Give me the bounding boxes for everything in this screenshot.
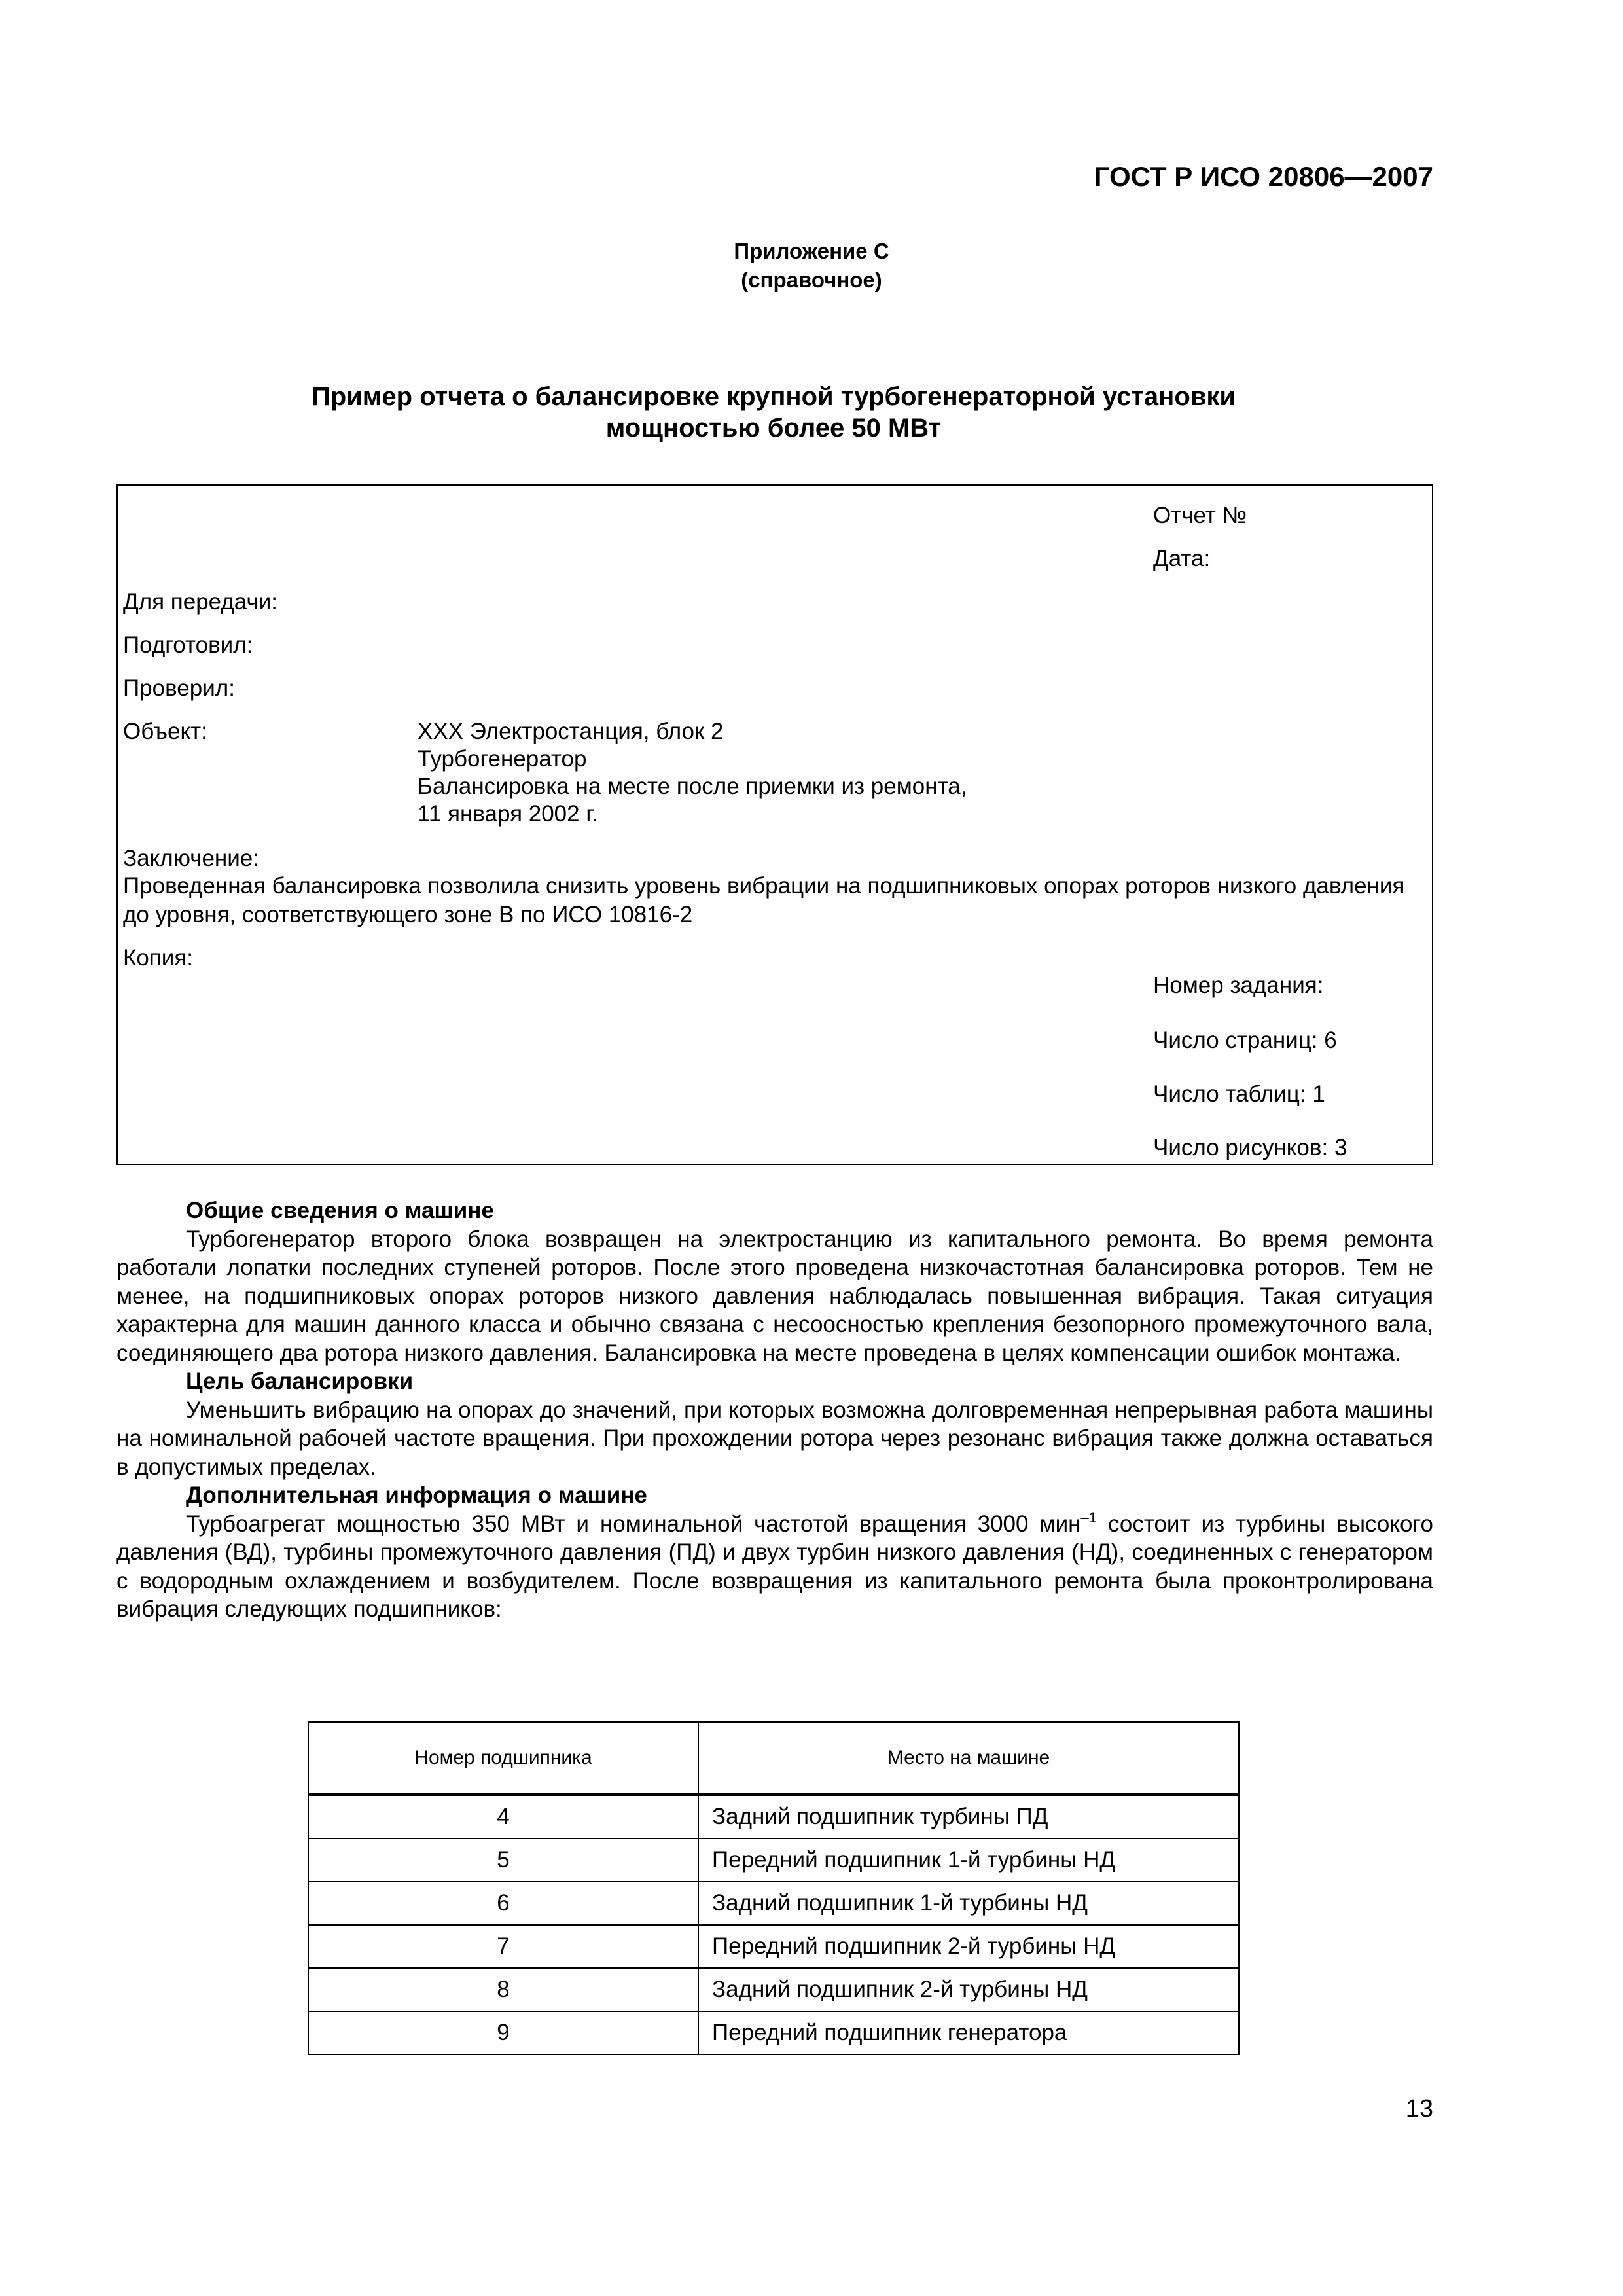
section-heading: Цель балансировки bbox=[186, 1369, 414, 1394]
table-row bbox=[308, 1925, 1239, 1968]
bearing-location-cell: Передний подшипник 1-й турбины НД bbox=[698, 1839, 1239, 1882]
section-paragraph bbox=[116, 1510, 1433, 1624]
table-header-row bbox=[308, 1722, 1239, 1795]
bearing-number-cell: 7 bbox=[308, 1925, 698, 1968]
conclusion-label: Заключение: bbox=[123, 846, 259, 871]
bearing-number-cell: 5 bbox=[308, 1839, 698, 1882]
table-row bbox=[308, 1882, 1239, 1925]
table-row bbox=[308, 2011, 1239, 2054]
page-count: Число страниц: 6 bbox=[1153, 1028, 1337, 1053]
column-header-location: Место на машине bbox=[698, 1722, 1239, 1795]
machine-info-section bbox=[116, 1196, 1433, 1624]
report-date-label: Дата: bbox=[1153, 546, 1211, 571]
object-label: Объект: bbox=[123, 719, 207, 744]
page-number: 13 bbox=[1405, 2095, 1433, 2123]
object-line: ХХХ Электростанция, блок 2 bbox=[418, 719, 724, 744]
bearing-number-cell: 9 bbox=[308, 2011, 698, 2054]
bearing-table bbox=[308, 1721, 1240, 2055]
report-number-label: Отчет № bbox=[1153, 503, 1247, 528]
task-number-label: Номер задания: bbox=[1153, 973, 1324, 998]
recipient-label: Для передачи: bbox=[123, 589, 278, 615]
bearing-location-cell: Задний подшипник турбины ПД bbox=[698, 1795, 1239, 1839]
superscript-exponent: –1 bbox=[1080, 1509, 1097, 1526]
section-paragraph: Уменьшить вибрацию на опорах до значений, при которых возможна долговременная непрерывная работа машины на номинальной рабочей частоте вращения. При прохождении ротора через резонанс вибрация также должна оставаться в допустимых пределах. bbox=[116, 1397, 1433, 1480]
bearing-number-cell: 4 bbox=[308, 1795, 698, 1839]
document-title-line-2: мощностью более 50 МВт bbox=[605, 414, 942, 442]
bearing-location-cell: Задний подшипник 2-й турбины НД bbox=[698, 1968, 1239, 2011]
prepared-by-label: Подготовил: bbox=[123, 632, 253, 658]
column-header-bearing-number: Номер подшипника bbox=[308, 1722, 698, 1795]
annex-type: (справочное) bbox=[741, 268, 882, 292]
section-paragraph: Турбогенератор второго блока возвращен на электростанцию из капитального ремонта. Во время ремонта работали лопатки последних ступеней роторов. После этого проведена низкочастотная балансировка роторов. Тем не менее, на подшипниковых опорах роторов низкого давления наблюдалась повышенная вибрация. Такая ситуация характерна для машин данного класса и обычно связана с несоосностью крепления безопорного промежуточного вала, соединяющего два ротора низкого давления. Балансировка на месте проведена в целях компенсации ошибок монтажа. bbox=[116, 1226, 1433, 1366]
object-line: 11 января 2002 г. bbox=[418, 801, 598, 827]
checked-by-label: Проверил: bbox=[123, 675, 235, 701]
object-line: Балансировка на месте после приемки из ремонта, bbox=[418, 774, 967, 799]
bearing-location-cell: Передний подшипник 2-й турбины НД bbox=[698, 1925, 1239, 1968]
bearing-number-cell: 6 bbox=[308, 1882, 698, 1925]
report-form bbox=[116, 484, 1433, 1165]
table-row bbox=[308, 1968, 1239, 2011]
annex-title: Приложение С bbox=[734, 239, 889, 263]
bearing-location-cell: Задний подшипник 1-й турбины НД bbox=[698, 1882, 1239, 1925]
paragraph-text: состоит из турбины высокого давления (ВД), турбины промежуточного давления (ПД) и двух турбин низкого давления (НД), соединенных с генератором с водородным охлаждением и возбудителем. После возвращения из капитального ремонта была проконтролирована вибрация следующих подшипников: bbox=[116, 1511, 1433, 1622]
figure-count: Число рисунков: 3 bbox=[1153, 1135, 1347, 1160]
table-count: Число таблиц: 1 bbox=[1153, 1081, 1325, 1107]
bearing-location-cell: Передний подшипник генератора bbox=[698, 2011, 1239, 2054]
bearing-number-cell: 8 bbox=[308, 1968, 698, 2011]
document-code: ГОСТ Р ИСО 20806—2007 bbox=[1094, 161, 1433, 192]
table-row bbox=[308, 1795, 1239, 1839]
section-heading: Общие сведения о машине bbox=[186, 1198, 494, 1223]
conclusion-text: Проведенная балансировка позволила снизить уровень вибрации на подшипниковых опорах роторов низкого давления до уровня, соответствующего зоне В по ИСО 10816-2 bbox=[123, 873, 1405, 927]
copy-label: Копия: bbox=[123, 945, 194, 971]
document-title-line-1: Пример отчета о балансировке крупной турбогенераторной установки bbox=[312, 382, 1236, 411]
object-line: Турбогенератор bbox=[418, 746, 587, 772]
table-row bbox=[308, 1839, 1239, 1882]
paragraph-text: Турбоагрегат мощностью 350 МВт и номинальной частотой вращения 3000 мин bbox=[186, 1511, 1081, 1537]
section-heading: Дополнительная информация о машине bbox=[186, 1482, 647, 1508]
